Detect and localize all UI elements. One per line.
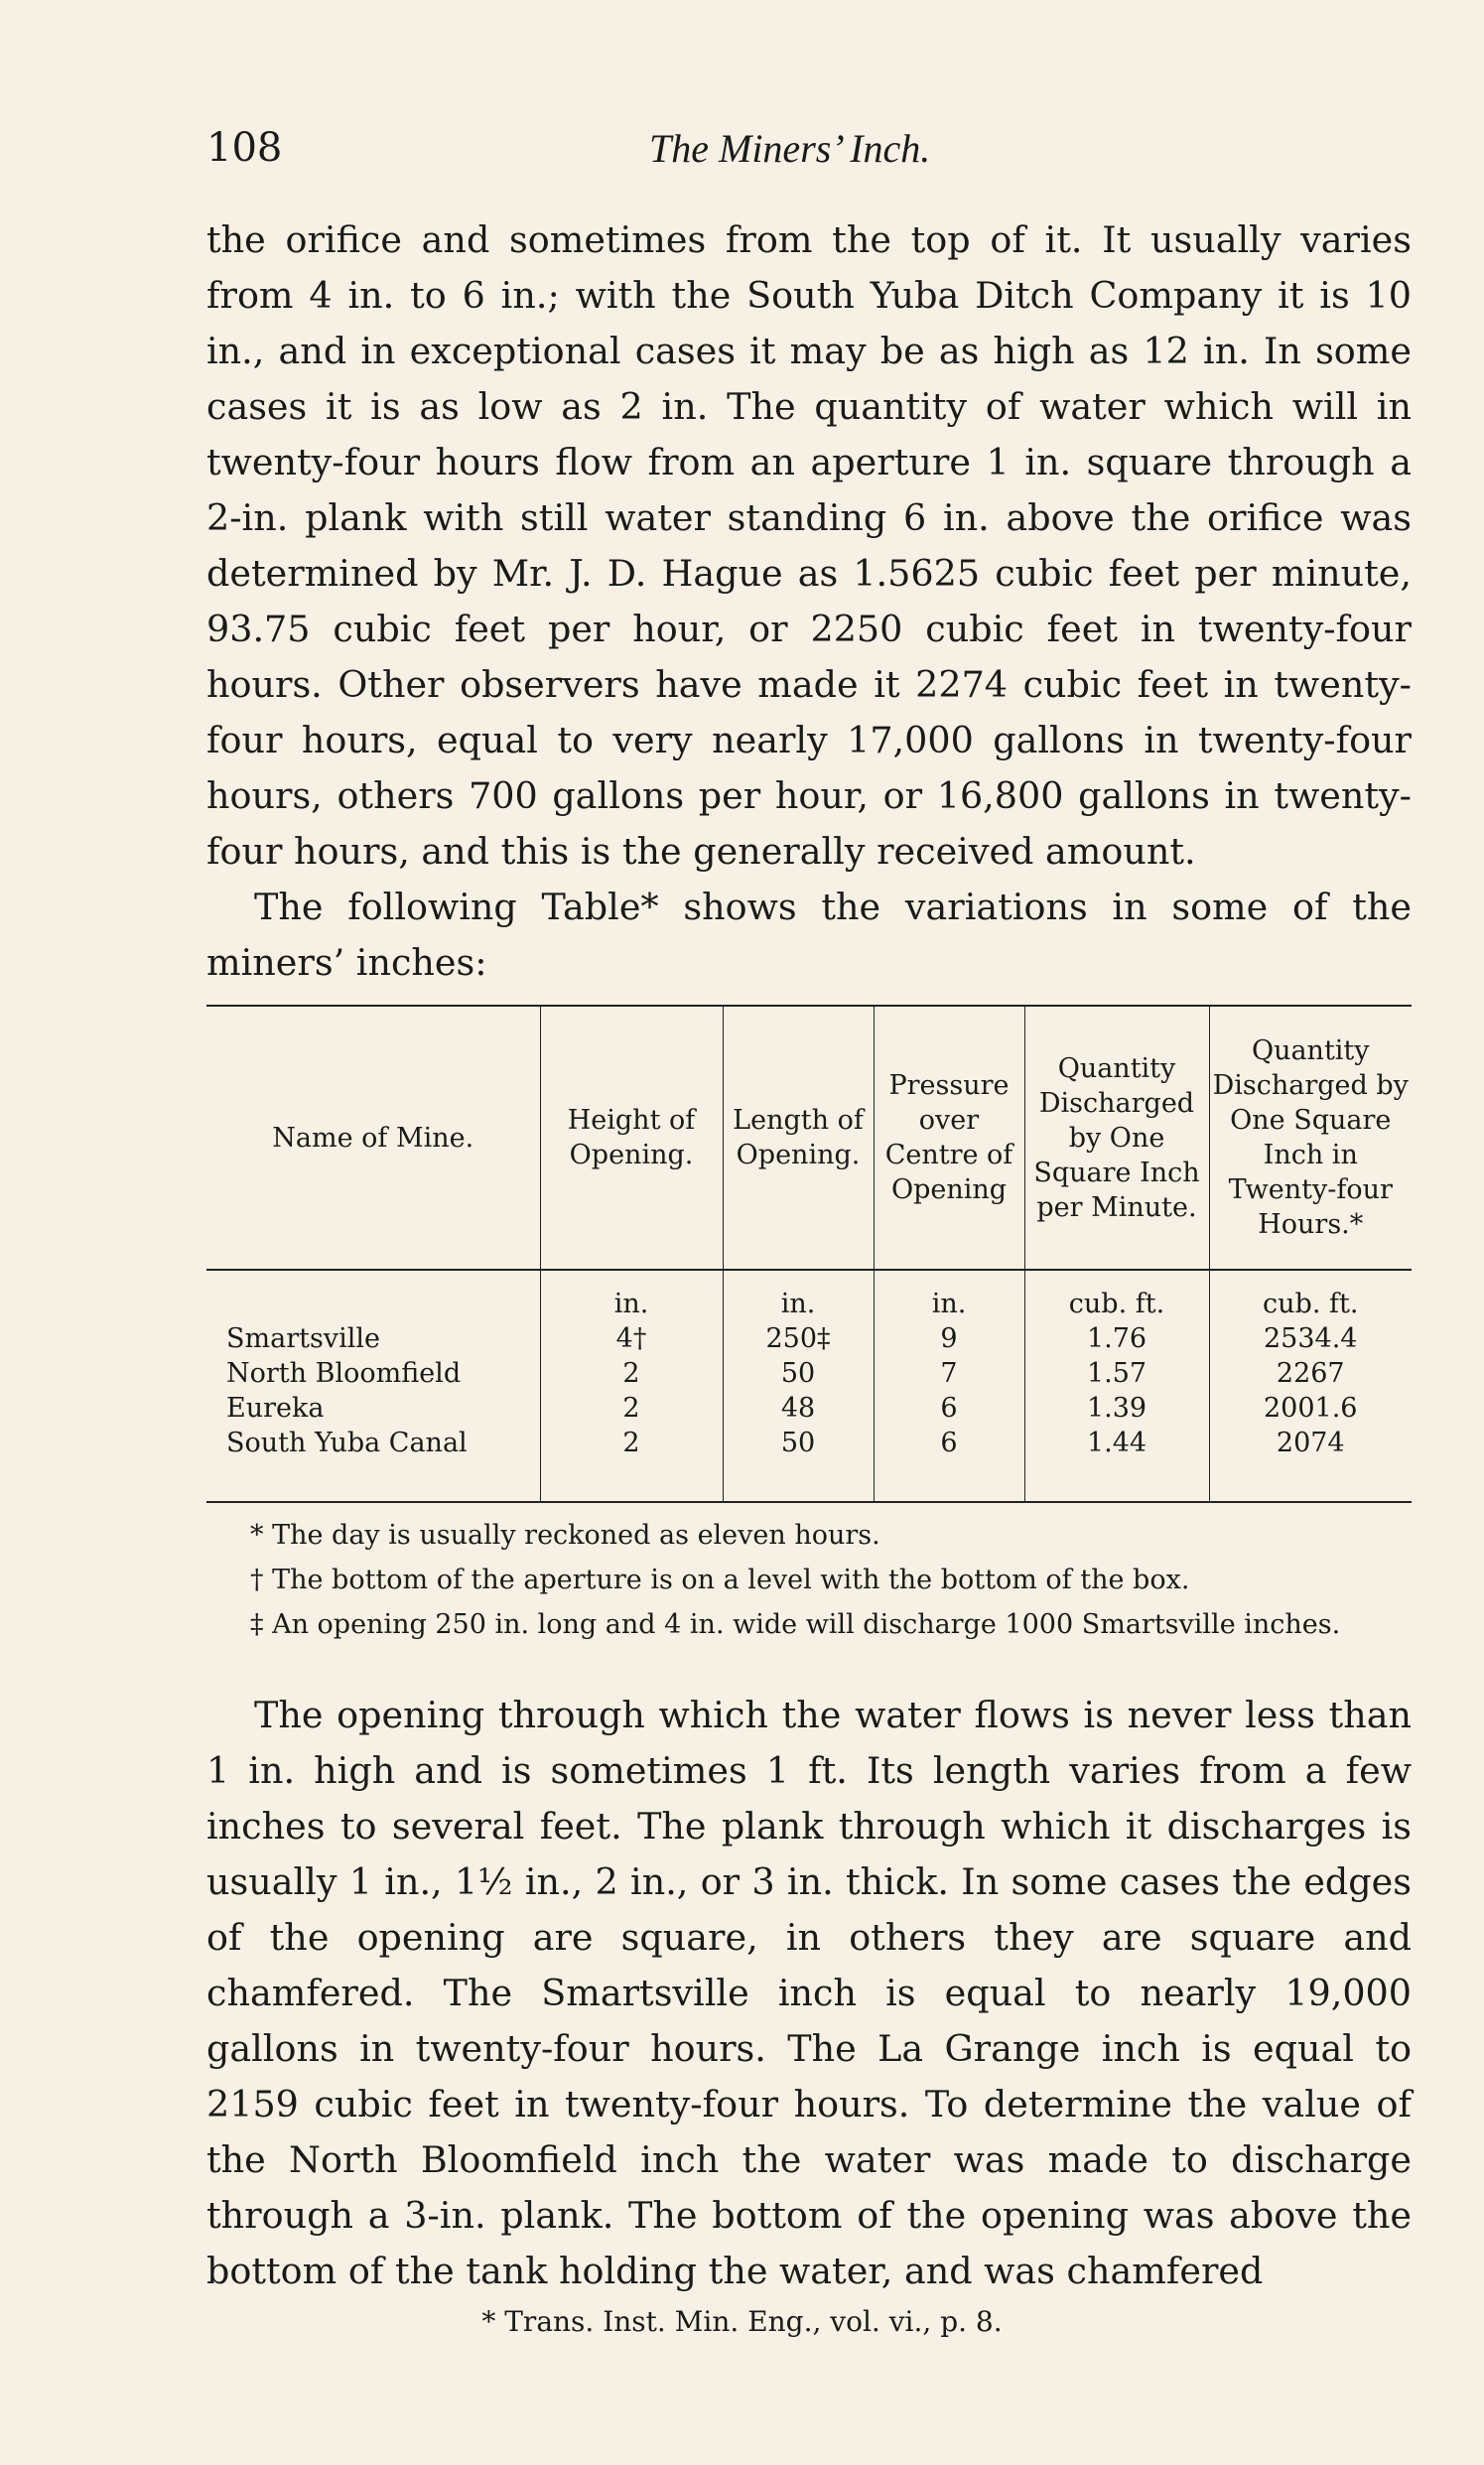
height-cell — [540, 1270, 723, 1502]
miners-inch-table — [206, 1005, 1412, 1503]
unit-label: cub. ft. — [1068, 1289, 1165, 1319]
per-day-cell — [1209, 1270, 1412, 1502]
per-minute-cell — [1024, 1270, 1209, 1502]
mine-names-cell — [206, 1270, 540, 1502]
table-row: North Bloomfield — [226, 1358, 462, 1389]
table-cell: 1.39 — [1086, 1393, 1147, 1424]
unit-label: cub. ft. — [1263, 1289, 1359, 1319]
table-cell: 2267 — [1276, 1358, 1345, 1389]
unit-label: in. — [931, 1289, 967, 1319]
unit-label: in. — [780, 1289, 816, 1319]
body-text-top — [206, 212, 1412, 991]
table-cell: 6 — [940, 1393, 958, 1424]
column-header: Quantity Discharged by One Square Inch per Minute. — [1024, 1006, 1209, 1270]
running-header — [206, 125, 1411, 181]
unit-label: in. — [613, 1289, 649, 1319]
footnote-text: ‡ An opening 250 in. long and 4 in. wide will discharge 1000 Smartsville inches. — [250, 1609, 1341, 1640]
table-cell: 50 — [780, 1428, 816, 1458]
table-row: Smartsville — [226, 1323, 380, 1354]
table-cell: 48 — [780, 1393, 816, 1424]
pressure-cell — [874, 1270, 1024, 1502]
paragraph: the orifice and sometimes from the top of it. It usually varies from 4 in. to 6 in.; with the South Yuba Ditch Company it is 10 in., and in exceptional cases it may be as high as 12 in. In some cases it is as low as 2 in. The quantity of water which will in twenty-four hours flow from an aperture 1 in. square through a 2-in. plank with still water standing 6 in. above the orifice was determined by Mr. J. D. Hague as 1.5625 cubic feet per minute, 93.75 cubic feet per hour, or 2250 cubic feet in twenty-four hours. Other observers have made it 2274 cubic feet in twenty-four hours, equal to very nearly 17,000 gallons in twenty-four hours, others 700 gallons per hour, or 16,800 gallons in twenty-four hours, and this is the generally received amount. — [206, 218, 1412, 873]
table-cell: 2 — [622, 1428, 640, 1458]
table-footnotes — [206, 1513, 1412, 1647]
unit-label — [226, 1287, 540, 1321]
table-cell: 6 — [940, 1428, 958, 1458]
table-cell: 1.76 — [1086, 1323, 1147, 1354]
footnote — [206, 1602, 1412, 1647]
column-header: Height of Opening. — [540, 1006, 723, 1270]
paragraph-table-intro: The following Table* shows the variations in some of the miners’ inches: — [206, 886, 1412, 984]
table-cell: 2 — [622, 1358, 640, 1389]
column-header: Name of Mine. — [206, 1006, 540, 1270]
table-row: South Yuba Canal — [226, 1428, 468, 1458]
table-cell: 2534.4 — [1264, 1323, 1358, 1354]
table-cell: 7 — [940, 1358, 958, 1389]
footnote: † The bottom of the aperture is on a level with the bottom of the box. — [250, 1565, 1190, 1595]
table-row: Eureka — [226, 1393, 325, 1424]
column-header: Length of Opening. — [723, 1006, 874, 1270]
body-text-bottom — [206, 1688, 1412, 2299]
table-cell: 2074 — [1276, 1428, 1345, 1458]
footnote: * The day is usually reckoned as eleven hours. — [250, 1520, 880, 1551]
running-title: The Miners’ Inch. — [649, 126, 931, 171]
table-header-row — [206, 1006, 1412, 1270]
table-body — [206, 1270, 1412, 1502]
length-cell — [723, 1270, 874, 1502]
table-cell: 250‡ — [765, 1323, 831, 1354]
table-cell: 1.57 — [1086, 1358, 1147, 1389]
table-cell: 50 — [780, 1358, 816, 1389]
table-cell: 2001.6 — [1264, 1393, 1358, 1424]
page-footnote: * Trans. Inst. Min. Eng., vol. vi., p. 8. — [481, 2305, 1003, 2338]
column-header: Pressure over Centre of Opening — [874, 1006, 1024, 1270]
table-cell: 4† — [615, 1323, 647, 1354]
table-cell: 2 — [622, 1393, 640, 1424]
table-cell: 1.44 — [1086, 1428, 1147, 1458]
paragraph: The opening through which the water flows is never less than 1 in. high and is sometimes 1 ft. Its length varies from a few inches to several feet. The plank through which it discharges is usually 1 in., 1½ in., 2 in., or 3 in. thick. In some cases the edges of the opening are square, in others they are square and chamfered. The Smartsville inch is equal to nearly 19,000 gallons in twenty-four hours. The La Grange inch is equal to 2159 cubic feet in twenty-four hours. To determine the value of the North Bloomfield inch the water was made to discharge through a 3-in. plank. The bottom of the opening was above the bottom of the tank holding the water, and was chamfered — [206, 1694, 1412, 2292]
column-header: Quantity Discharged by One Square Inch in Twenty-four Hours.* — [1209, 1006, 1412, 1270]
page-number: 108 — [206, 125, 283, 171]
table-cell: 9 — [940, 1323, 958, 1354]
